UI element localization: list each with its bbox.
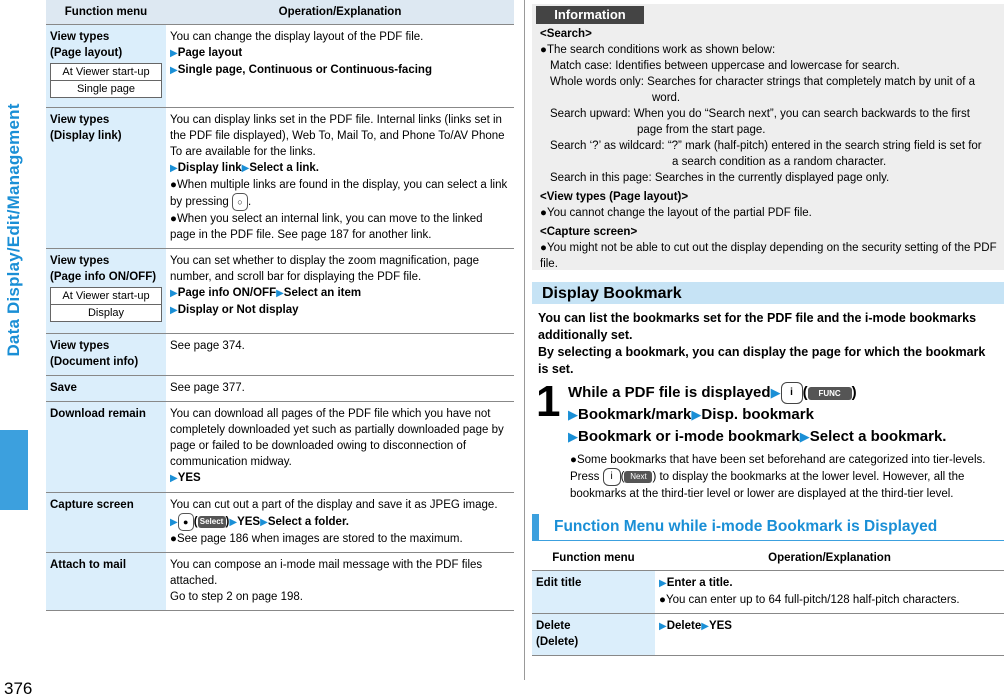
- function-cell: Capture screen: [46, 493, 166, 553]
- operation-cell: You can download all pages of the PDF file which you have not completely downloaded yet such as partially downloaded page by page or failed to be downloaded owing to disconnection of communication midway. ▶YES: [166, 402, 514, 493]
- function-cell: Download remain: [46, 402, 166, 493]
- table-row: [46, 553, 514, 611]
- table-row: [46, 334, 514, 376]
- section-marker: [0, 430, 28, 510]
- table-row: [46, 249, 514, 334]
- header-operation: Operation/Explanation: [655, 546, 1004, 571]
- arrow-icon: ▶: [691, 407, 702, 423]
- operation-cell: You can display links set in the PDF file. Internal links (links set in the PDF file displayed), Web To, Mail To, and Phone To/AV Phone To are available for the links. ▶Display link▶Select a link. ●When multiple links are found in the display, you can select a link by pressing ○ . ●When you select an internal link, you can move to the linked page in the PDF file. See page 187 for another link.: [166, 108, 514, 249]
- function-cell: Edit title: [532, 571, 655, 614]
- i-mode-key-icon: i: [603, 468, 621, 486]
- table-row: [46, 376, 514, 402]
- function-cell: View types (Page info ON/OFF) At Viewer start-up Display: [46, 249, 166, 334]
- function-menu-bookmark-header: Function Menu while i-mode Bookmark is Displayed: [532, 514, 1004, 541]
- operation-cell: You can compose an i-mode mail message with the PDF files attached. Go to step 2 on page 198.: [166, 553, 514, 611]
- column-divider: [524, 0, 525, 680]
- arrow-icon: ▶: [170, 65, 178, 76]
- operation-cell: ▶Enter a title. ●You can enter up to 64 full-pitch/128 half-pitch characters.: [655, 571, 1004, 614]
- arrow-icon: ▶: [568, 429, 578, 445]
- operation-cell: See page 377.: [166, 376, 514, 402]
- operation-cell: ▶Delete▶YES: [655, 614, 1004, 656]
- setting-default-table: At Viewer start-up Single page: [50, 63, 162, 98]
- header-operation: Operation/Explanation: [166, 0, 514, 25]
- table-row: [46, 402, 514, 493]
- arrow-icon: ▶: [170, 48, 178, 59]
- table-header-row: [46, 0, 514, 25]
- arrow-icon: ▶: [170, 473, 178, 484]
- arrow-icon: ▶: [170, 288, 178, 299]
- step-instructions: While a PDF file is displayed▶ i ( FUNC ) ▶Bookmark/mark▶Disp. bookmark ▶Bookmark or i-mode bookmark▶Select a bookmark.: [568, 384, 947, 446]
- page-number: 376: [4, 679, 33, 698]
- operation-cell: See page 374.: [166, 334, 514, 376]
- header-function-menu: Function menu: [46, 0, 166, 25]
- information-tab: Information: [536, 6, 644, 24]
- setting-default-table: At Viewer start-up Display: [50, 287, 162, 322]
- arrow-icon: ▶: [701, 621, 709, 632]
- next-softkey-icon: Next: [624, 471, 652, 483]
- operation-cell: You can set whether to display the zoom magnification, page number, and scroll bar for displaying the PDF file. ▶Page info ON/OFF▶Select an item ▶Display or Not display: [166, 249, 514, 334]
- select-softkey-icon: Select: [198, 516, 226, 528]
- function-cell: Delete (Delete): [532, 614, 655, 656]
- display-bookmark-intro: You can list the bookmarks set for the PDF file and the i-mode bookmarks additionally set. By selecting a bookmark, you can display the page for which the bookmark is set.: [538, 311, 986, 376]
- information-box: [532, 4, 1004, 270]
- function-cell: Save: [46, 376, 166, 402]
- func-softkey-icon: FUNC: [808, 387, 852, 400]
- function-menu-table: [46, 0, 514, 611]
- section-title-vertical: Data Display/Edit/Management: [4, 103, 23, 357]
- bookmark-function-table: [532, 546, 1004, 656]
- arrow-icon: ▶: [276, 288, 284, 299]
- table-row: [46, 108, 514, 249]
- arrow-icon: ▶: [241, 163, 250, 174]
- function-cell: View types (Display link): [46, 108, 166, 249]
- arrow-icon: ▶: [659, 578, 667, 589]
- arrow-icon: ▶: [568, 407, 578, 423]
- arrow-icon: ▶: [770, 385, 781, 400]
- table-row: [46, 25, 514, 108]
- multi-key-icon: ●: [178, 513, 194, 531]
- table-row: [532, 614, 1004, 656]
- sidebar: [0, 0, 28, 430]
- arrow-icon: ▶: [170, 517, 178, 529]
- arrow-icon: ▶: [260, 517, 268, 529]
- arrow-icon: ▶: [659, 621, 667, 632]
- function-cell: Attach to mail: [46, 553, 166, 611]
- table-row: [532, 571, 1004, 614]
- table-header-row: [532, 546, 1004, 571]
- arrow-icon: ▶: [229, 517, 238, 529]
- operation-cell: You can change the display layout of the PDF file. ▶Page layout ▶Single page, Continuous or Continuous-facing: [166, 25, 514, 108]
- arrow-icon: ▶: [170, 163, 178, 174]
- function-cell: View types (Document info): [46, 334, 166, 376]
- arrow-icon: ▶: [799, 429, 810, 445]
- function-cell: View types (Page layout) At Viewer start-up Single page: [46, 25, 166, 108]
- multi-key-icon: ○: [232, 193, 248, 211]
- information-body: <Search> ●The search conditions work as shown below: Match case: Identifies between uppercase and lowercase for search. Whole words only: Searches for character strings that completely match by unit of a word. Search upward: When you do “Search next”, you can search backwards to the first page from the start page. Search ‘?’ as wildcard: “?” mark (half-pitch) entered in the search string field is set for a search condition as a random character. Search in this page: Searches in the currently displayed page only. <View types (Page layout)> ●You cannot change the layout of the partial PDF file. <Capture screen> ●You might not be able to cut out the display depending on the security setting of the PDF file.: [540, 28, 997, 270]
- display-bookmark-header: Display Bookmark: [532, 282, 1004, 304]
- header-function-menu: Function menu: [532, 546, 655, 571]
- step-note: ●Some bookmarks that have been set beforehand are categorized into tier-levels. Press i ( Next ) to display the bookmarks at the lower level. However, all the bookmarks at the third-tier level or lower are displayed at the third-tier level.: [570, 454, 986, 500]
- arrow-icon: ▶: [170, 305, 178, 316]
- i-mode-key-icon: i: [781, 382, 803, 404]
- table-row: [46, 493, 514, 553]
- step-number: 1: [536, 377, 561, 426]
- operation-cell: You can cut out a part of the display and save it as JPEG image. ▶ ● ( Select )▶YES▶Select a folder. ●See page 186 when images are stored to the maximum.: [166, 493, 514, 553]
